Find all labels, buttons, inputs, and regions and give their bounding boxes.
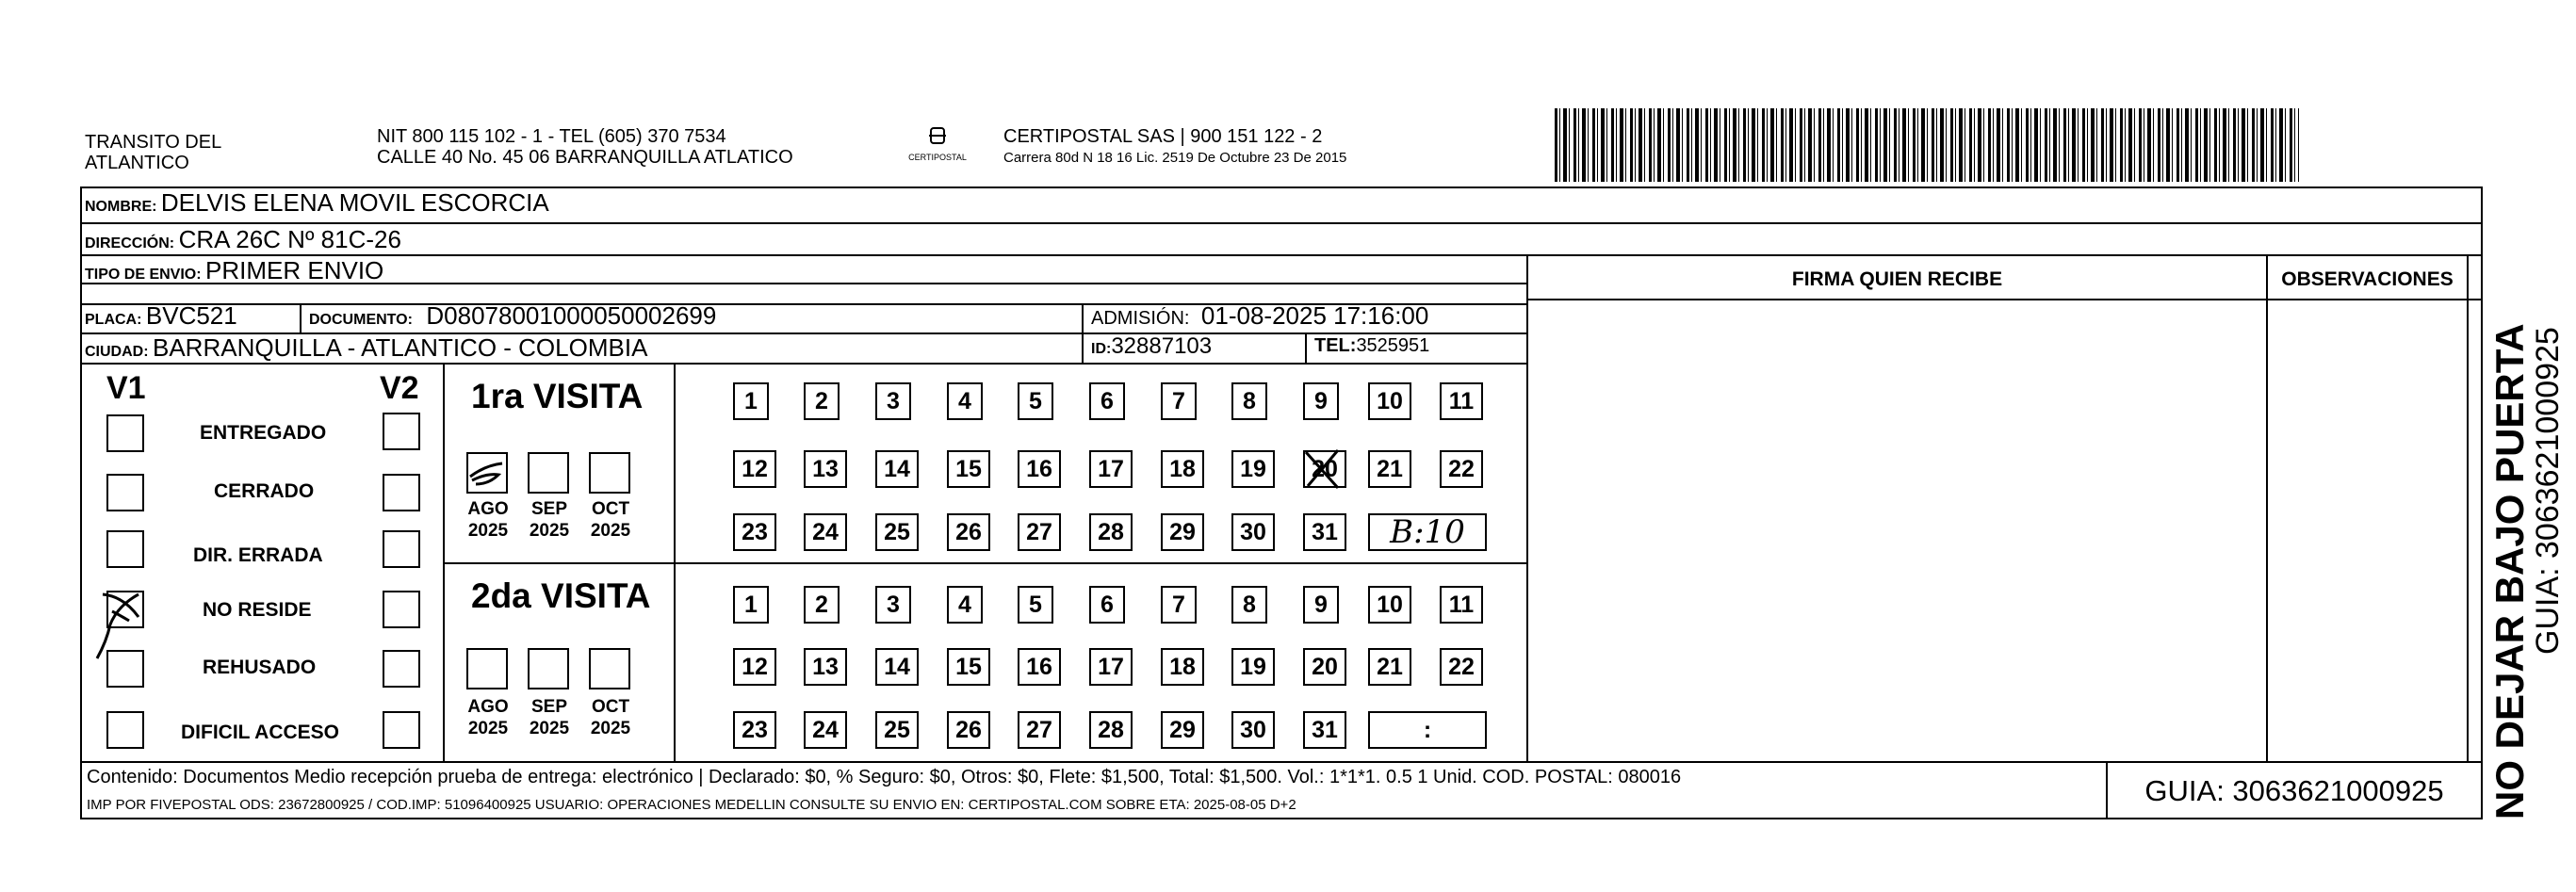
visit1-day-26[interactable]: 26 xyxy=(947,513,990,551)
visit2-day-21[interactable]: 21 xyxy=(1368,648,1411,686)
visit2-year-sep: 2025 xyxy=(529,719,570,738)
nombre-value: DELVIS ELENA MOVIL ESCORCIA xyxy=(160,188,549,217)
side-warning-text: NO DEJAR BAJO PUERTA xyxy=(2487,323,2532,819)
visit1-day-30[interactable]: 30 xyxy=(1231,513,1275,551)
placa-value: BVC521 xyxy=(145,301,237,330)
admision-cell xyxy=(1091,301,1428,331)
visit2-day-22[interactable]: 22 xyxy=(1440,648,1483,686)
visit1-time-value: B:10 xyxy=(1390,513,1465,551)
tipo-envio-label: TIPO DE ENVIO: xyxy=(85,267,202,283)
visit2-day-7[interactable]: 7 xyxy=(1161,586,1197,624)
visit1-month-ago-checkbox[interactable] xyxy=(466,452,508,494)
visit2-day-29[interactable]: 29 xyxy=(1161,711,1204,749)
visit1-month-sep: SEP xyxy=(530,499,568,519)
visit2-day-27[interactable]: 27 xyxy=(1018,711,1061,749)
certipostal-logo-icon xyxy=(895,124,980,171)
v2-dir-errada-checkbox[interactable] xyxy=(383,530,420,568)
visit2-day-25[interactable]: 25 xyxy=(875,711,919,749)
visit1-day-28[interactable]: 28 xyxy=(1089,513,1133,551)
visit1-month-oct-checkbox[interactable] xyxy=(589,452,630,494)
visit1-day-31[interactable]: 31 xyxy=(1303,513,1346,551)
visit2-day-30[interactable]: 30 xyxy=(1231,711,1275,749)
barcode xyxy=(1555,108,2299,182)
visit1-day-1[interactable]: 1 xyxy=(733,382,769,420)
visit1-title: 1ra VISITA xyxy=(471,377,644,415)
visit1-day-19[interactable]: 19 xyxy=(1231,450,1275,488)
visit1-day-24[interactable]: 24 xyxy=(804,513,847,551)
visit1-day-23[interactable]: 23 xyxy=(733,513,776,551)
visit2-day-8[interactable]: 8 xyxy=(1231,586,1267,624)
admision-value: 01-08-2025 17:16:00 xyxy=(1200,301,1429,330)
footer-print-line: IMP POR FIVEPOSTAL ODS: 23672800925 / COD.IMP: 51096400925 USUARIO: OPERACIONES MEDELLIN CONSULTE SU ENVIO EN: CERTIPOSTAL.COM SOBRE ETA: 2025-08-05 D+2 xyxy=(87,797,1296,813)
visit1-day-17[interactable]: 17 xyxy=(1089,450,1133,488)
org-contact xyxy=(377,126,793,168)
v1-entregado-checkbox[interactable] xyxy=(106,414,144,452)
visit1-day-14[interactable]: 14 xyxy=(875,450,919,488)
visit2-day-17[interactable]: 17 xyxy=(1089,648,1133,686)
visit2-day-14[interactable]: 14 xyxy=(875,648,919,686)
visit1-day-8[interactable]: 8 xyxy=(1231,382,1267,420)
ciudad-value: BARRANQUILLA - ATLANTICO - COLOMBIA xyxy=(153,333,648,362)
observaciones-area[interactable] xyxy=(2268,300,2467,761)
visit1-day-27[interactable]: 27 xyxy=(1018,513,1061,551)
visit2-day-18[interactable]: 18 xyxy=(1161,648,1204,686)
license-line: Carrera 80d N 18 16 Lic. 2519 De Octubre 23 De 2015 xyxy=(1003,150,1347,166)
v1-dir-errada-checkbox[interactable] xyxy=(106,530,144,568)
org-name xyxy=(85,132,221,173)
visit2-day-6[interactable]: 6 xyxy=(1089,586,1125,624)
visit1-day-20[interactable]: 20 xyxy=(1303,450,1346,488)
side-guia-text: GUIA: 3063621000925 xyxy=(2530,327,2566,655)
visit2-day-24[interactable]: 24 xyxy=(804,711,847,749)
visit1-time-field[interactable] xyxy=(1368,513,1487,551)
company-line: CERTIPOSTAL SAS | 900 151 122 - 2 xyxy=(1003,126,1323,147)
status-rehusado: REHUSADO xyxy=(203,657,317,678)
v2-rehusado-checkbox[interactable] xyxy=(383,650,420,688)
visit2-day-10[interactable]: 10 xyxy=(1368,586,1411,624)
documento-cell xyxy=(309,301,716,331)
visit2-day-12[interactable]: 12 xyxy=(733,648,776,686)
visit2-day-19[interactable]: 19 xyxy=(1231,648,1275,686)
visit1-day-25[interactable]: 25 xyxy=(875,513,919,551)
nombre-label: NOMBRE: xyxy=(85,199,157,215)
observaciones-header: OBSERVACIONES xyxy=(2281,268,2454,290)
visit2-day-16[interactable]: 16 xyxy=(1018,648,1061,686)
visit2-month-oct: OCT xyxy=(591,697,630,717)
visit2-month-oct-checkbox[interactable] xyxy=(589,648,630,689)
visit2-day-20[interactable]: 20 xyxy=(1303,648,1346,686)
visit2-year-ago: 2025 xyxy=(467,719,509,738)
visit2-day-5[interactable]: 5 xyxy=(1018,586,1053,624)
visit2-day-9[interactable]: 9 xyxy=(1303,586,1339,624)
admision-label: ADMISIÓN: xyxy=(1091,308,1190,329)
nombre-row xyxy=(85,188,549,218)
v1-label: V1 xyxy=(106,370,146,406)
visit2-day-13[interactable]: 13 xyxy=(804,648,847,686)
direccion-value: CRA 26C Nº 81C-26 xyxy=(178,225,401,253)
v2-entregado-checkbox[interactable] xyxy=(383,413,420,450)
documento-label: DOCUMENTO: xyxy=(309,312,413,328)
visit1-day-6[interactable]: 6 xyxy=(1089,382,1125,420)
visit1-day-22[interactable]: 22 xyxy=(1440,450,1483,488)
placa-cell xyxy=(85,301,237,331)
v2-cerrado-checkbox[interactable] xyxy=(383,474,420,511)
visit1-day-3[interactable]: 3 xyxy=(875,382,911,420)
visit1-year-sep: 2025 xyxy=(529,521,570,541)
footer-guia: GUIA: 3063621000925 xyxy=(2144,774,2444,807)
id-value: 32887103 xyxy=(1111,333,1213,359)
v2-label: V2 xyxy=(380,370,419,406)
firma-header: FIRMA QUIEN RECIBE xyxy=(1791,268,2003,290)
visit2-day-2[interactable]: 2 xyxy=(804,586,840,624)
org-name-line2: ATLANTICO xyxy=(85,153,189,173)
status-cerrado: CERRADO xyxy=(214,480,315,502)
visit1-day-10[interactable]: 10 xyxy=(1368,382,1411,420)
id-label: ID: xyxy=(1091,341,1112,357)
visit2-time-field[interactable] xyxy=(1368,711,1487,749)
tipo-envio-value: PRIMER ENVIO xyxy=(205,256,384,284)
visit1-year-oct: 2025 xyxy=(590,521,631,541)
v1-rehusado-checkbox[interactable] xyxy=(106,650,144,688)
ciudad-cell xyxy=(85,333,647,363)
visit1-day-15[interactable]: 15 xyxy=(947,450,990,488)
visit2-month-sep-checkbox[interactable] xyxy=(528,648,569,689)
visit1-day-16[interactable]: 16 xyxy=(1018,450,1061,488)
logo-text: CERTIPOSTAL xyxy=(908,153,967,162)
visit1-month-oct: OCT xyxy=(591,499,630,519)
tel-label: TEL: xyxy=(1314,335,1357,356)
visit2-month-ago-checkbox[interactable] xyxy=(466,648,508,689)
visit1-day-4[interactable]: 4 xyxy=(947,382,983,420)
status-dificil-acceso: DIFICIL ACCESO xyxy=(181,722,340,743)
company-info xyxy=(1003,126,1346,167)
visit1-day-29[interactable]: 29 xyxy=(1161,513,1204,551)
ciudad-label: CIUDAD: xyxy=(85,344,149,360)
visit1-day-18[interactable]: 18 xyxy=(1161,450,1204,488)
documento-value: D08078001000050002699 xyxy=(426,301,717,330)
visit2-time-value: : xyxy=(1423,717,1432,743)
v2-no-reside-checkbox[interactable] xyxy=(383,591,420,628)
visit2-day-15[interactable]: 15 xyxy=(947,648,990,686)
nit-line: NIT 800 115 102 - 1 - TEL (605) 370 7534 xyxy=(377,126,726,147)
visit2-day-28[interactable]: 28 xyxy=(1089,711,1133,749)
visit1-day-13[interactable]: 13 xyxy=(804,450,847,488)
visit2-day-26[interactable]: 26 xyxy=(947,711,990,749)
status-entregado: ENTREGADO xyxy=(200,422,327,444)
visit2-month-ago: AGO xyxy=(467,697,509,717)
tipo-envio-row xyxy=(85,256,383,285)
v1-dificil-acceso-checkbox[interactable] xyxy=(106,711,144,749)
visit1-day-11[interactable]: 11 xyxy=(1440,382,1483,420)
direccion-row xyxy=(85,225,401,254)
visit2-day-4[interactable]: 4 xyxy=(947,586,983,624)
firma-area[interactable] xyxy=(1528,300,2266,761)
visit1-month-ago: AGO xyxy=(467,499,509,519)
address-line: CALLE 40 No. 45 06 BARRANQUILLA ATLATICO xyxy=(377,147,793,168)
status-no-reside: NO RESIDE xyxy=(203,599,312,621)
visit1-day-9[interactable]: 9 xyxy=(1303,382,1339,420)
org-name-line1: TRANSITO DEL xyxy=(85,132,222,153)
footer-content-line: Contenido: Documentos Medio recepción prueba de entrega: electrónico | Declarado: $0, % Seguro: $0, Otros: $0, Flete: $1,500, Total: $1,500. Vol.: 1*1*1. 0.5 1 Unid. COD. POSTAL: 080016 xyxy=(87,767,1682,787)
direccion-label: DIRECCIÓN: xyxy=(85,235,175,251)
visit2-day-3[interactable]: 3 xyxy=(875,586,911,624)
visit2-title: 2da VISITA xyxy=(471,576,651,615)
day-20-cross-icon xyxy=(1300,446,1347,492)
visit2-day-23[interactable]: 23 xyxy=(733,711,776,749)
v2-dificil-acceso-checkbox[interactable] xyxy=(383,711,420,749)
visit2-day-1[interactable]: 1 xyxy=(733,586,769,624)
tel-value: 3525951 xyxy=(1356,335,1430,356)
visit1-day-5[interactable]: 5 xyxy=(1018,382,1053,420)
checkmark-scribble-icon xyxy=(466,456,514,494)
tel-cell xyxy=(1314,335,1429,357)
visit1-month-sep-checkbox[interactable] xyxy=(528,452,569,494)
placa-label: PLACA: xyxy=(85,312,142,328)
visit2-day-31[interactable]: 31 xyxy=(1303,711,1346,749)
visit1-day-12[interactable]: 12 xyxy=(733,450,776,488)
v1-cerrado-checkbox[interactable] xyxy=(106,474,144,511)
visit2-month-sep: SEP xyxy=(530,697,568,717)
status-dir-errada: DIR. ERRADA xyxy=(193,544,323,566)
visit1-day-7[interactable]: 7 xyxy=(1161,382,1197,420)
v1-no-reside-checkbox[interactable] xyxy=(106,591,144,628)
visit1-day-2[interactable]: 2 xyxy=(804,382,840,420)
visit1-year-ago: 2025 xyxy=(467,521,509,541)
visit2-day-11[interactable]: 11 xyxy=(1440,586,1483,624)
visit2-year-oct: 2025 xyxy=(590,719,631,738)
id-cell xyxy=(1091,333,1212,360)
visit1-day-21[interactable]: 21 xyxy=(1368,450,1411,488)
